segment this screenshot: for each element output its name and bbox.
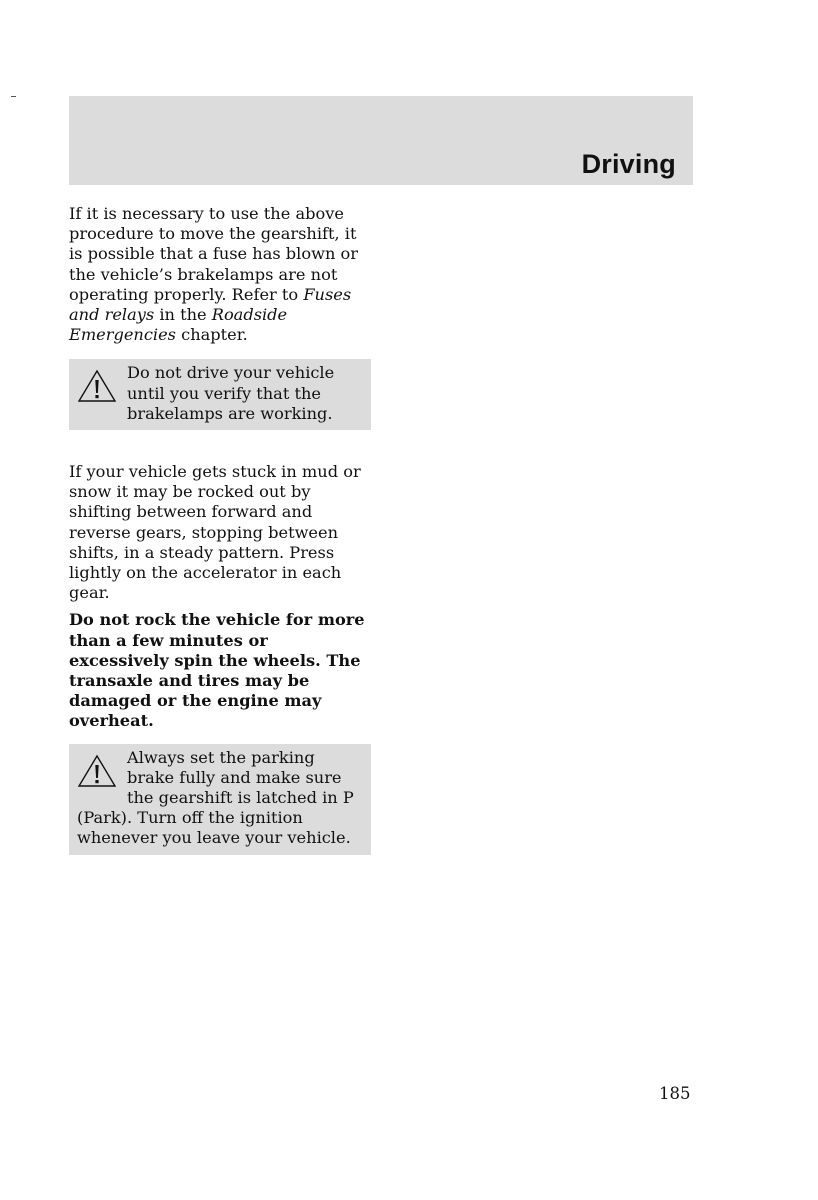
paragraph-fuse-check xyxy=(69,204,371,345)
warning-text-brakelamps: Do not drive your vehicle until you verify that the brakelamps are working. xyxy=(127,363,335,423)
content-column xyxy=(69,204,371,855)
warning-triangle-icon xyxy=(77,369,121,405)
paragraph-fuse-text-a: If it is necessary to use the above procedure to move the gearshift, it is possible that a fuse has blown or the vehicle’s brakelamps are not operating properly. Refer to xyxy=(69,204,358,304)
paragraph-fuse-text-b: in the xyxy=(154,305,212,325)
paragraph-fuse-text-c: chapter. xyxy=(175,325,248,345)
warning-box-brakelamps xyxy=(69,359,371,430)
paragraph-stuck-vehicle: If your vehicle gets stuck in mud or snow it may be rocked out by shifting between forward and reverse gears, stopping between shifts, in a steady pattern. Press lightly on the accelerator in each gear. xyxy=(69,462,361,603)
warning-triangle-icon xyxy=(77,754,121,790)
warning-box-parking xyxy=(69,744,371,855)
section-title: Driving xyxy=(581,149,676,179)
page-number: 185 xyxy=(659,1084,691,1103)
reference-fuses-relays: Fuses and relays xyxy=(69,284,352,325)
section-header xyxy=(69,96,693,185)
corner-mark xyxy=(11,96,16,97)
warning-text-parking: Always set the parking brake fully and make sure the gearshift is latched in P (Park). Turn off the ignition whenever you leave your vehicle. xyxy=(77,747,354,848)
paragraph-rocking-caution: Do not rock the vehicle for more than a few minutes or excessively spin the wheels. The transaxle and tires may be damaged or the engine may overheat. xyxy=(69,610,365,731)
reference-roadside-emergencies: Roadside Emergencies xyxy=(69,305,288,345)
